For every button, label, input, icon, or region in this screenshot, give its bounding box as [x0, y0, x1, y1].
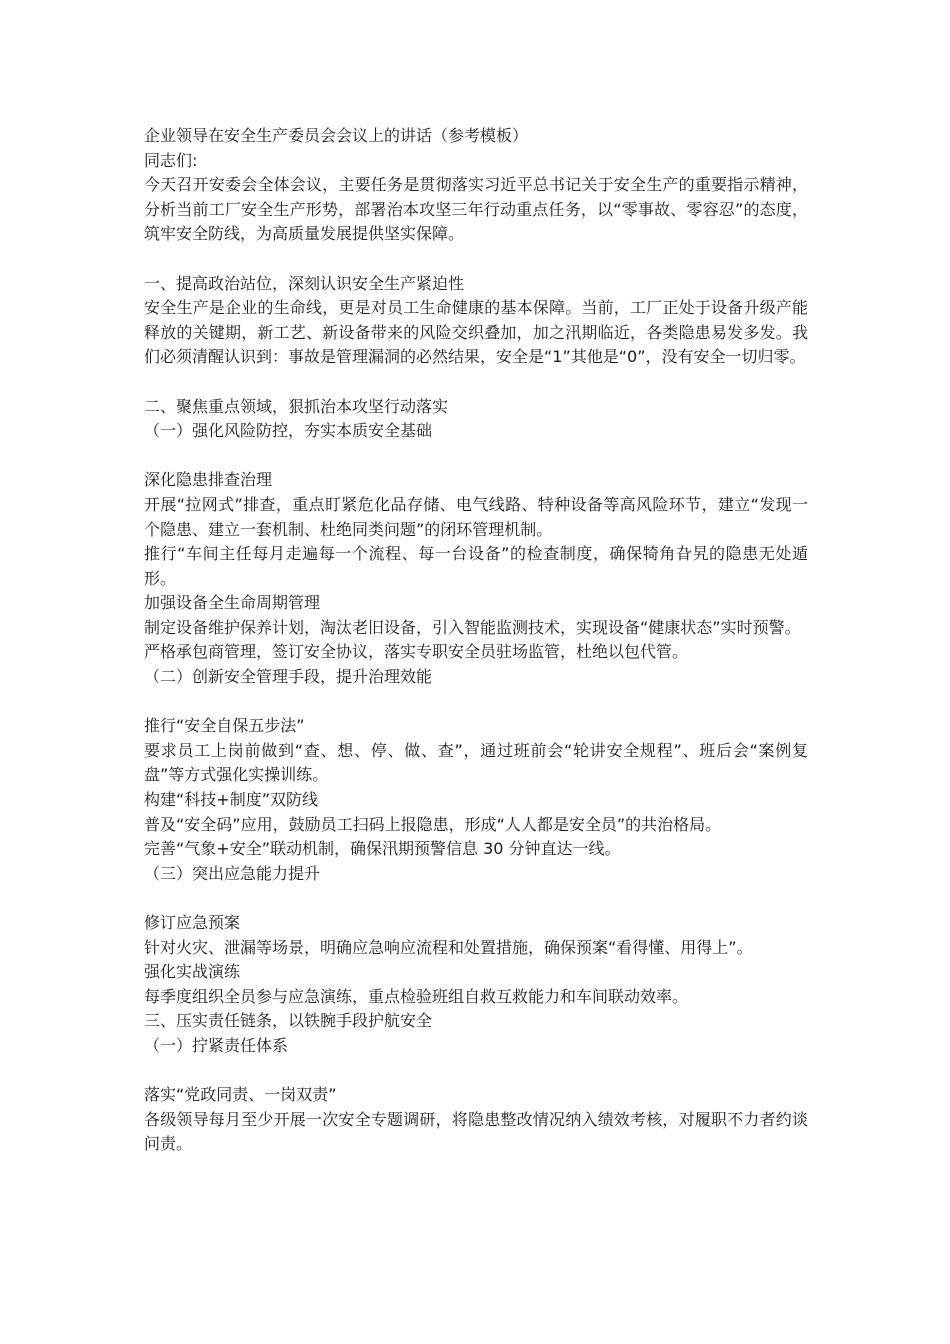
item-paragraph: 针对火灾、泄漏等场景，明确应急响应流程和处置措施，确保预案“看得懂、用得上”。: [144, 937, 753, 957]
item-title: 深化隐患排查治理: [144, 470, 273, 490]
section-3-heading: 三、压实责任链条，以铁腕手段护航安全: [144, 1011, 433, 1031]
section-1-heading: 一、提高政治站位，深刻认识安全生产紧迫性: [144, 273, 465, 293]
item-title: 构建“科技+制度”双防线: [144, 790, 318, 810]
intro-paragraph: 今天召开安委会全体会议，主要任务是贯彻落实习近平总书记关于安全生产的重要指示精神，分析当前工厂安全生产形势，部署治本攻坚三年行动重点任务，以“零事故、零容忍”的态度，筑牢安全防线，为高质量发展提供坚实保障。: [144, 175, 808, 244]
item-paragraph: 推行“车间主任每月走遍每一个流程、每一台设备”的检查制度，确保犄角旮旯的隐患无处遁形。: [144, 544, 808, 588]
subsection-3-1-heading: （一）拧紧责任体系: [144, 1035, 289, 1055]
blank-line: [144, 886, 808, 911]
blank-line: [144, 444, 808, 469]
item-title: 加强设备全生命周期管理: [144, 593, 321, 613]
item-paragraph: 普及“安全码”应用，鼓励员工扫码上报隐患，形成“人人都是安全员”的共治格局。: [144, 814, 722, 834]
document-title: 企业领导在安全生产委员会会议上的讲话（参考模板）: [144, 126, 529, 145]
item-title: 落实“党政同责、一岗双责”: [144, 1085, 337, 1105]
salutation: 同志们:: [144, 150, 198, 170]
item-title: 强化实战演练: [144, 962, 241, 982]
item-paragraph: 开展“拉网式”排查，重点盯紧危化品存储、电气线路、特种设备等高风险环节，建立“发现一个隐患、建立一套机制、杜绝同类问题”的闭环管理机制。: [144, 494, 808, 539]
document-page: [144, 124, 808, 1157]
item-paragraph: 要求员工上岗前做到“查、想、停、做、查”，通过班前会“轮讲安全规程”、班后会“案例复盘”等方式强化实操训练。: [144, 740, 808, 785]
subsection-2-2-heading: （二）创新安全管理手段，提升治理效能: [144, 667, 433, 687]
item-title: 推行“安全自保五步法”: [144, 716, 305, 736]
item-paragraph: 严格承包商管理，签订安全协议，落实专职安全员驻场监管，杜绝以包代管。: [144, 642, 689, 662]
item-paragraph: 制定设备维护保养计划，淘汰老旧设备，引入智能监测技术，实现设备“健康状态”实时预警。: [144, 617, 801, 637]
subsection-2-3-heading: （三）突出应急能力提升: [144, 863, 321, 883]
item-paragraph: 完善“气象+安全”联动机制，确保汛期预警信息 30 分钟直达一线。: [144, 839, 621, 859]
blank-line: [144, 247, 808, 272]
item-paragraph: 各级领导每月至少开展一次安全专题调研，将隐患整改情况纳入绩效考核，对履职不力者约谈问责。: [144, 1109, 808, 1154]
item-paragraph: 每季度组织全员参与应急演练，重点检验班组自救互救能力和车间联动效率。: [144, 986, 689, 1006]
blank-line: [144, 370, 808, 395]
blank-line: [144, 1059, 808, 1084]
section-1-paragraph: 安全生产是企业的生命线，更是对员工生命健康的基本保障。当前，工厂正处于设备升级产能释放的关键期，新工艺、新设备带来的风险交织叠加，加之汛期临近，各类隐患易发多发。我们必须清醒认识到：事故是管理漏洞的必然结果，安全是“1”其他是“0”，没有安全一切归零。: [144, 298, 808, 367]
subsection-2-1-heading: （一）强化风险防控，夯实本质安全基础: [144, 421, 433, 441]
section-2-heading: 二、聚焦重点领域，狠抓治本攻坚行动落实: [144, 396, 449, 416]
item-title: 修订应急预案: [144, 913, 241, 932]
blank-line: [144, 690, 808, 715]
